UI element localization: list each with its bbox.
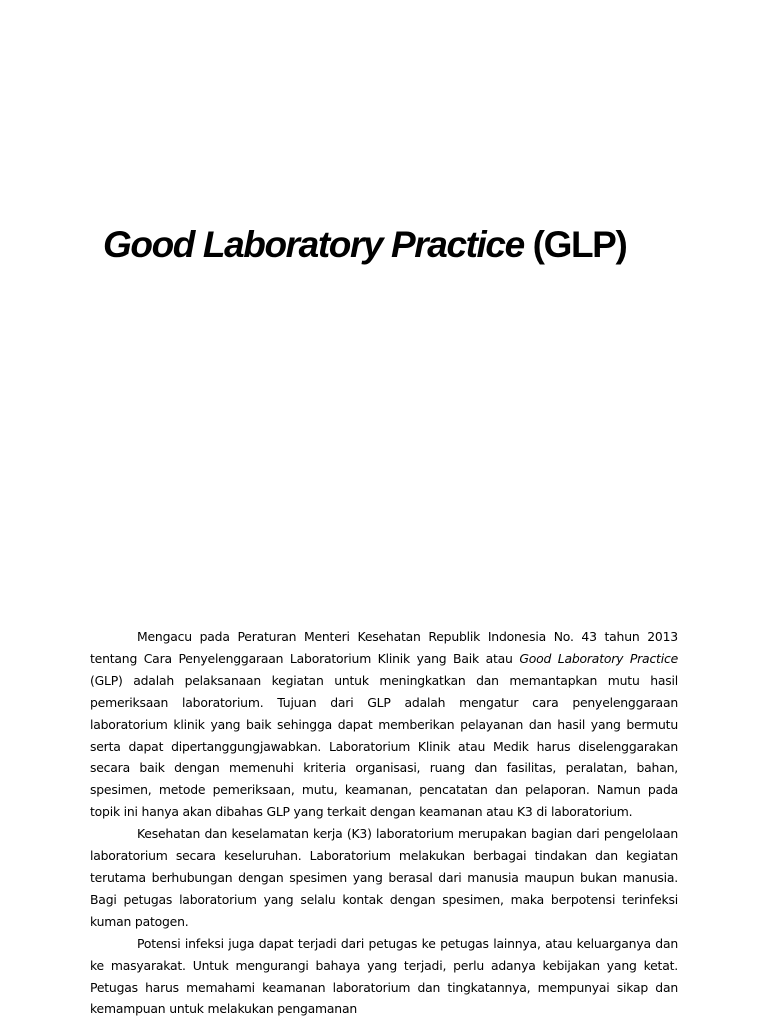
paragraph-1-italic-term: Good Laboratory Practice — [519, 650, 678, 666]
paragraph-1-text-a: Mengacu pada Peraturan Menteri Kesehatan Republik Indonesia No. 43 tahun 2013 tentang Cara Penyelenggaraan Laboratorium Klinik yang Baik atau — [90, 629, 678, 666]
document-body — [90, 626, 678, 1020]
paragraph-2: Kesehatan dan keselamatan kerja (K3) laboratorium merupakan bagian dari pengelolaan laboratorium secara keseluruhan. Laboratorium melakukan berbagai tindakan dan kegiatan terutama berhubungan dengan spesimen yang berasal dari manusia maupun bukan manusia. Bagi petugas laboratorium yang selalu kontak dengan spesimen, maka berpotensi terinfeksi kuman patogen. — [90, 826, 678, 929]
paragraph-3: Potensi infeksi juga dapat terjadi dari petugas ke petugas lainnya, atau keluarganya dan ke masyarakat. Untuk mengurangi bahaya yang terjadi, perlu adanya kebijakan yang ketat. Petugas harus memahami keamanan laboratorium dan tingkatannya, mempunyai sikap dan kemampuan untuk melakukan pengamanan — [90, 935, 678, 1017]
title-italic: Good Laboratory Practice — [103, 224, 524, 265]
title-suffix: (GLP) — [523, 224, 627, 265]
document-title — [103, 226, 626, 263]
paragraph-1 — [90, 626, 678, 823]
paragraph-1-text-c: (GLP) adalah pelaksanaan kegiatan untuk meningkatkan dan memantapkan mutu hasil pemeriksaan laboratorium. Tujuan dari GLP adalah mengatur cara penyelenggaraan laboratorium klinik yang baik sehingga dapat memberikan pelayanan dan hasil yang bermutu serta dapat dipertanggungjawabkan. Laboratorium Klinik atau Medik harus diselenggarakan secara baik dengan memenuhi kriteria organisasi, ruang dan fasilitas, peralatan, bahan, spesimen, metode pemeriksaan, mutu, keamanan, pencatatan dan pelaporan. Namun pada topik ini hanya akan dibahas GLP yang terkait dengan keamanan atau K3 di laboratorium. — [90, 672, 678, 820]
